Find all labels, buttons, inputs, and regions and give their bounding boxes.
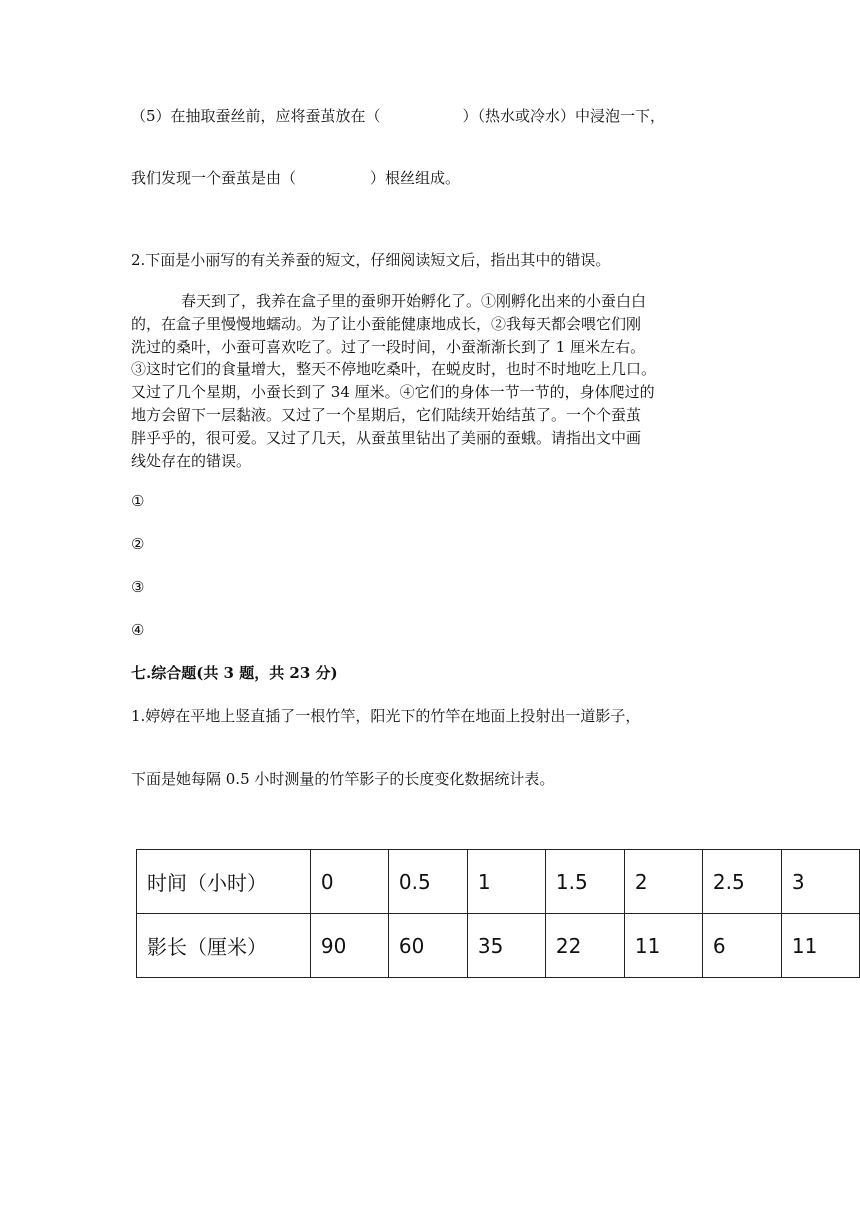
passage-line-4: ③这时它们的食量增大，整天不停地吃桑叶，在蜕皮时，也时不时地吃上几口。 — [131, 360, 657, 379]
q5-text-before: （5）在抽取蚕丝前，应将蚕茧放在（ — [131, 107, 381, 125]
q5-line2-after: ）根丝组成。 — [370, 169, 461, 187]
table-row — [137, 850, 860, 914]
table-cell: 60 — [388, 914, 467, 978]
table-cell: 2 — [624, 850, 702, 914]
passage-line-1: 春天到了，我养在盒子里的蚕卵开始孵化了。①刚孵化出来的小蚕白白 — [181, 292, 647, 310]
row-header-shadow: 影长（厘米） — [137, 914, 311, 978]
q5-line2-before: 我们发现一个蚕茧是由（ — [131, 169, 297, 187]
passage-line-6: 地方会留下一层黏液。又过了一个星期后，它们陆续开始结茧了。一个个蚕茧 — [131, 405, 642, 424]
table-cell: 11 — [624, 914, 702, 978]
passage-line-8: 线处存在的错误。 — [131, 451, 252, 470]
table-cell: 11 — [781, 914, 859, 978]
table-row — [137, 914, 860, 978]
answer-marker-1: ① — [131, 492, 145, 510]
row-header-time: 时间（小时） — [137, 850, 311, 914]
table-cell: 1.5 — [545, 850, 624, 914]
table-cell: 3 — [781, 850, 859, 914]
table-cell: 0.5 — [388, 850, 467, 914]
table-cell: 2.5 — [702, 850, 781, 914]
table-cell: 22 — [545, 914, 624, 978]
answer-marker-4: ④ — [131, 621, 145, 639]
table-cell: 0 — [310, 850, 388, 914]
table-cell: 6 — [702, 914, 781, 978]
passage-line-3: 洗过的桑叶，小蚕可喜欢吃了。过了一段时间，小蚕渐渐长到了 1 厘米左右。 — [131, 337, 646, 356]
section7-heading: 七.综合题(共 3 题，共 23 分) — [131, 664, 338, 682]
passage-line-2: 的，在盒子里慢慢地蠕动。为了让小蚕能健康地成长，②我每天都会喂它们刚 — [131, 314, 642, 333]
passage-line-7: 胖乎乎的，很可爱。又过了几天，从蚕茧里钻出了美丽的蚕蛾。请指出文中画 — [131, 428, 642, 447]
section7-q1-line1: 1.婷婷在平地上竖直插了一根竹竿，阳光下的竹竿在地面上投射出一道影子， — [131, 707, 641, 725]
table-cell: 35 — [467, 914, 545, 978]
answer-marker-2: ② — [131, 535, 145, 553]
passage-line-5: 又过了几个星期，小蚕长到了 34 厘米。④它们的身体一节一节的，身体爬过的 — [131, 383, 655, 402]
q5-question-line2 — [131, 168, 460, 188]
q2-passage — [131, 290, 731, 472]
table-cell: 1 — [467, 850, 545, 914]
q5-text-after: ）（热水或冷水）中浸泡一下， — [462, 107, 666, 125]
shadow-length-table — [136, 849, 860, 978]
answer-marker-3: ③ — [131, 578, 145, 596]
section7-q1-line2: 下面是她每隔 0.5 小时测量的竹竿影子的长度变化数据统计表。 — [131, 770, 555, 788]
q5-question — [131, 106, 665, 126]
q2-prompt: 2.下面是小丽写的有关养蚕的短文，仔细阅读短文后，指出其中的错误。 — [131, 251, 611, 269]
table-cell: 90 — [310, 914, 388, 978]
